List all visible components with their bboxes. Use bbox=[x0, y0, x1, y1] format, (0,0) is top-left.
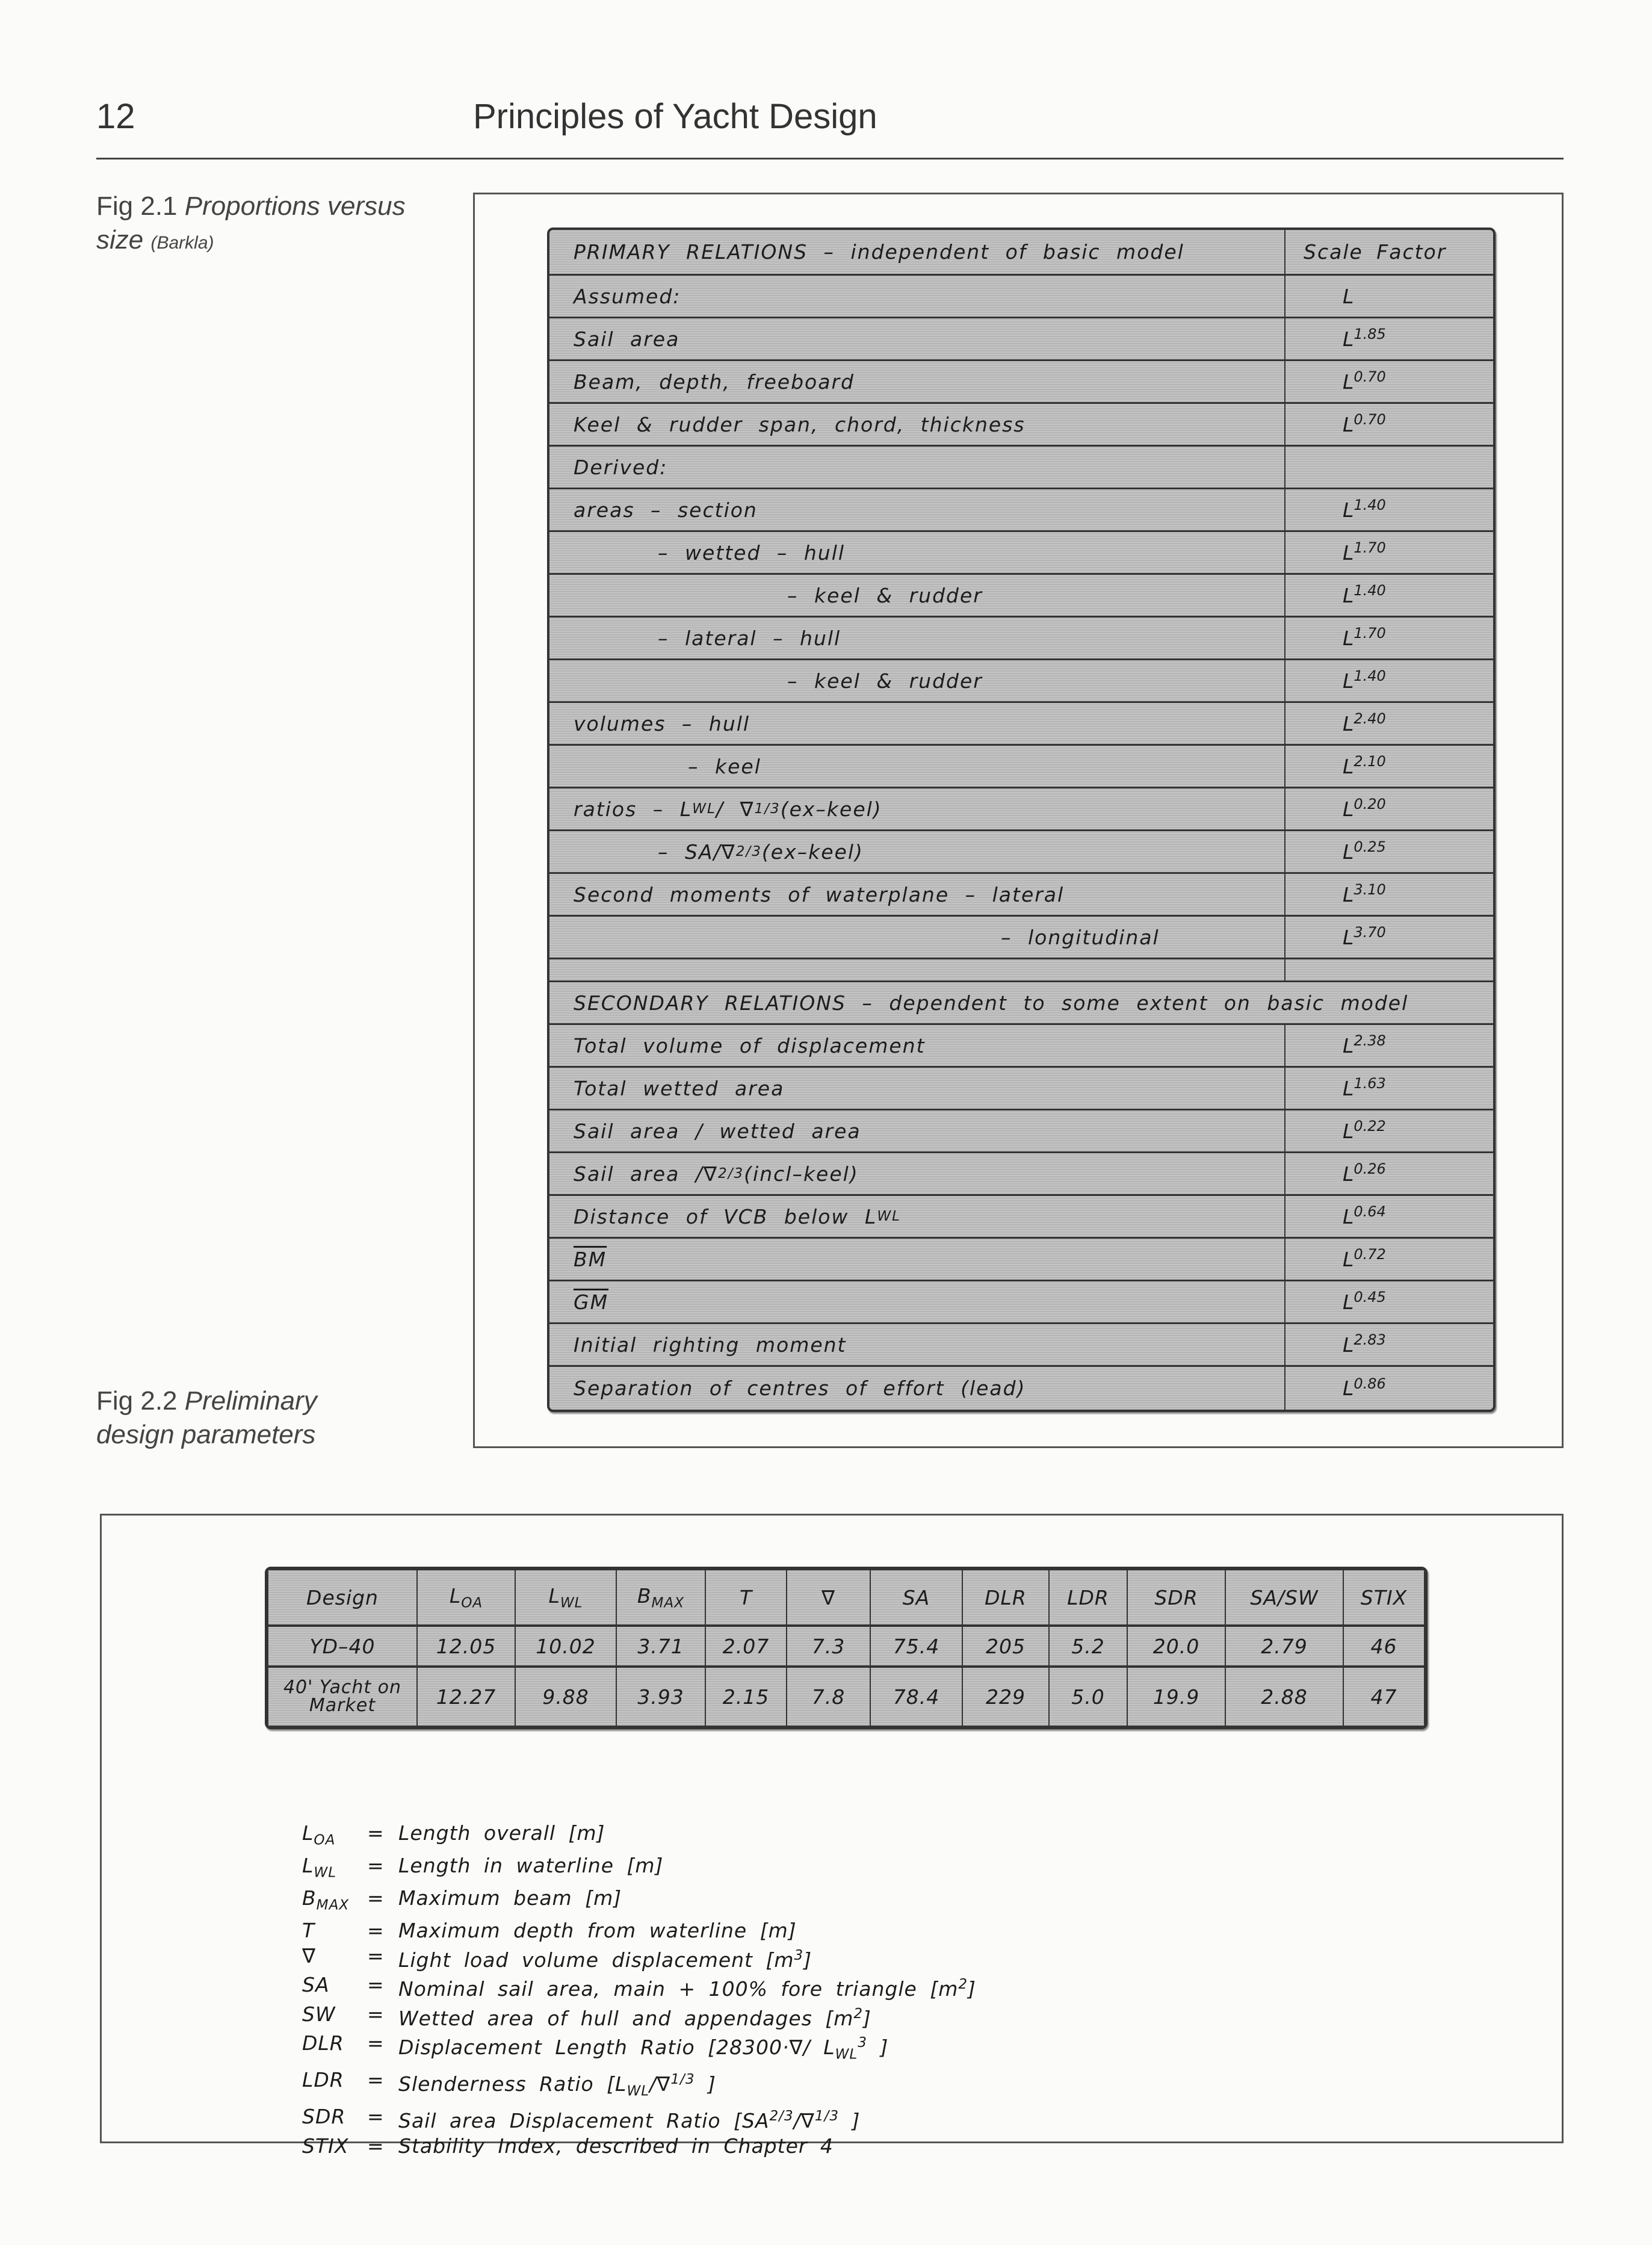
scale-factor: L $^{3.70}$ bbox=[1343, 924, 1386, 949]
legend-symbol: SDR bbox=[302, 2105, 346, 2129]
relation-label: Distance of VCB below L WL bbox=[549, 1196, 1285, 1237]
subscript: OA bbox=[461, 1595, 483, 1611]
scale-factor: L $^{0.72}$ bbox=[1343, 1246, 1386, 1271]
table-cell: 40' Yacht on Market bbox=[268, 1667, 417, 1726]
relation-label: – longitudinal bbox=[549, 917, 1285, 958]
scale-exponent: 0.70 bbox=[1353, 368, 1386, 385]
scale-exponent: 0.72 bbox=[1353, 1246, 1386, 1263]
table-cell: 5.0 bbox=[1049, 1667, 1127, 1726]
scale-exponent: 0.20 bbox=[1353, 796, 1386, 813]
scale-exponent: 1.40 bbox=[1353, 582, 1386, 599]
column-header: SA/SW bbox=[1225, 1570, 1343, 1626]
column-header: STIX bbox=[1343, 1570, 1425, 1626]
table-row bbox=[549, 874, 1493, 917]
table-cell: 2.79 bbox=[1225, 1626, 1343, 1667]
scale-factor-header: Scale Factor bbox=[1304, 240, 1447, 264]
equals-sign: = bbox=[367, 2002, 385, 2026]
column-header: ∇ bbox=[787, 1570, 870, 1626]
table-cell: 9.88 bbox=[515, 1667, 616, 1726]
scale-relations-table bbox=[547, 228, 1496, 1412]
table-row bbox=[549, 575, 1493, 618]
overlined-symbol: $\overline{BM}$ bbox=[574, 1247, 607, 1271]
table-cell: 19.9 bbox=[1127, 1667, 1225, 1726]
figure-caption-2-1 bbox=[96, 190, 457, 260]
primary-header-row bbox=[549, 230, 1493, 276]
subscript: WL bbox=[560, 1595, 583, 1611]
equals-sign: = bbox=[367, 2105, 385, 2129]
subscript: WL bbox=[835, 2046, 858, 2063]
legend-definition: Nominal sail area, main + 100% fore triangle $[m^2]$ bbox=[398, 1977, 976, 2001]
relation-label: Separation of centres of effort (lead) bbox=[549, 1367, 1285, 1410]
table-cell: 2.15 bbox=[705, 1667, 787, 1726]
relation-label: volumes – hull bbox=[549, 703, 1285, 744]
relation-label: Sail area bbox=[549, 318, 1285, 359]
equals-sign: = bbox=[367, 2031, 385, 2055]
scale-exponent: 1.40 bbox=[1353, 667, 1386, 684]
table-row bbox=[549, 703, 1493, 746]
table-cell: 7.8 bbox=[787, 1667, 870, 1726]
equals-sign: = bbox=[367, 1973, 385, 1997]
equals-sign: = bbox=[367, 1854, 385, 1878]
relation-label bbox=[549, 1239, 1285, 1280]
relation-label: ratios – L WL / ∇ 1/3 (ex–keel) bbox=[549, 788, 1285, 829]
running-title: Principles of Yacht Design bbox=[473, 97, 877, 136]
table-cell: 7.3 bbox=[787, 1626, 870, 1667]
relation-label: – wetted – hull bbox=[549, 532, 1285, 573]
relation-label: Second moments of waterplane – lateral bbox=[549, 874, 1285, 915]
legend-item bbox=[302, 1943, 976, 1973]
scale-exponent: 2.10 bbox=[1353, 753, 1386, 770]
legend-item bbox=[302, 1886, 976, 1918]
column-header: DLR bbox=[962, 1570, 1049, 1626]
equals-sign: = bbox=[367, 1919, 385, 1943]
legend-symbol: ∇ bbox=[302, 1943, 317, 1968]
table-cell: 12.27 bbox=[417, 1667, 515, 1726]
equals-sign: = bbox=[367, 1943, 385, 1968]
superscript: 3 bbox=[794, 1947, 804, 1963]
relation-label: Keel & rudder span, chord, thickness bbox=[549, 404, 1285, 445]
legend-definition: Sail area Displacement Ratio [$SA^{2/3}/\nabla^{1/3}$ ] bbox=[398, 2108, 861, 2133]
scale-factor: L $^{1.40}$ bbox=[1343, 497, 1386, 522]
equals-sign: = bbox=[367, 1886, 385, 1910]
legend-item bbox=[302, 1918, 976, 1943]
legend-definition: Maximum beam [m] bbox=[398, 1886, 622, 1910]
relation-label: – SA/∇ 2/3 (ex–keel) bbox=[549, 831, 1285, 872]
column-header: SA bbox=[870, 1570, 962, 1626]
table-row bbox=[549, 660, 1493, 703]
blank-cell bbox=[549, 959, 1285, 980]
subscript: MAX bbox=[316, 1897, 350, 1913]
scale-factor: L $^{0.26}$ bbox=[1343, 1160, 1386, 1186]
column-header: $B_{MAX}$ bbox=[616, 1570, 705, 1626]
relation-label: – lateral – hull bbox=[549, 618, 1285, 658]
relation-label: Sail area /∇ 2/3 (incl–keel) bbox=[549, 1153, 1285, 1194]
legend-symbol: $L_{WL}$ bbox=[302, 1854, 337, 1881]
relation-label: – keel bbox=[549, 746, 1285, 787]
scale-factor: L bbox=[1343, 284, 1354, 308]
legend-symbol: T bbox=[302, 1919, 315, 1943]
legend-definition: Light load volume displacement $[m^3]$ bbox=[398, 1947, 812, 1972]
table-row bbox=[549, 1281, 1493, 1324]
legend-symbol: $B_{MAX}$ bbox=[302, 1886, 350, 1913]
legend-definition: Displacement Length Ratio [28300·∇/ $L_{WL}^3$ ] bbox=[398, 2035, 889, 2063]
table-cell: 46 bbox=[1343, 1626, 1425, 1667]
scale-exponent: 0.25 bbox=[1353, 838, 1386, 855]
blank-cell bbox=[1285, 959, 1493, 980]
table-cell: 10.02 bbox=[515, 1626, 616, 1667]
table-row bbox=[549, 831, 1493, 874]
table-row bbox=[549, 1239, 1493, 1281]
relation-label: areas – section bbox=[549, 489, 1285, 530]
equals-sign: = bbox=[367, 2068, 385, 2092]
column-header: LDR bbox=[1049, 1570, 1127, 1626]
table-cell: 12.05 bbox=[417, 1626, 515, 1667]
subscript: WL bbox=[626, 2083, 650, 2099]
legend-item bbox=[302, 2002, 976, 2031]
blank-row bbox=[549, 959, 1493, 982]
scale-exponent: 3.70 bbox=[1353, 924, 1386, 941]
scale-factor: L $^{0.70}$ bbox=[1343, 411, 1386, 436]
legend-symbol: $L_{OA}$ bbox=[302, 1821, 336, 1848]
scale-factor: L $^{1.70}$ bbox=[1343, 625, 1386, 650]
table-row bbox=[549, 404, 1493, 447]
legend-definition: Wetted area of hull and appendages $[m^2]$ bbox=[398, 2005, 871, 2030]
scale-factor: L $^{1.40}$ bbox=[1343, 667, 1386, 693]
figure-source: (Barkla) bbox=[150, 233, 214, 253]
table-row bbox=[549, 489, 1493, 532]
relation-label: Initial righting moment bbox=[549, 1324, 1285, 1365]
table-row bbox=[268, 1626, 1425, 1667]
relation-label: Derived: bbox=[549, 447, 1285, 488]
scale-exponent: 0.22 bbox=[1353, 1118, 1386, 1135]
legend-symbol: LDR bbox=[302, 2068, 344, 2092]
legend-definition: Length overall [m] bbox=[398, 1821, 605, 1845]
table-cell: 205 bbox=[962, 1626, 1049, 1667]
table-cell: 2.07 bbox=[705, 1626, 787, 1667]
figure-label: Fig 2.2 bbox=[96, 1386, 178, 1416]
table-row bbox=[549, 1324, 1493, 1367]
scale-factor: L $^{1.70}$ bbox=[1343, 539, 1386, 565]
table-cell: 2.88 bbox=[1225, 1667, 1343, 1726]
subscript: MAX bbox=[651, 1595, 685, 1611]
design-parameters-table bbox=[265, 1567, 1428, 1729]
relation-label: Total volume of displacement bbox=[549, 1025, 1285, 1066]
table-cell: 5.2 bbox=[1049, 1626, 1127, 1667]
table-cell: 3.71 bbox=[616, 1626, 705, 1667]
table-row bbox=[549, 1068, 1493, 1110]
table-cell: 47 bbox=[1343, 1667, 1425, 1726]
page-number: 12 bbox=[96, 97, 135, 136]
scale-factor: L $^{0.86}$ bbox=[1343, 1375, 1386, 1400]
superscript: 2 bbox=[958, 1977, 968, 1993]
scale-factor: L $^{2.10}$ bbox=[1343, 753, 1386, 778]
scale-factor bbox=[1285, 447, 1493, 488]
column-header: T bbox=[705, 1570, 787, 1626]
column-header: $L_{OA}$ bbox=[417, 1570, 515, 1626]
legend-symbol: SA bbox=[302, 1973, 330, 1997]
superscript: 3 bbox=[858, 2035, 867, 2051]
relation-label bbox=[549, 1281, 1285, 1322]
figure-title: Proportions versus size bbox=[96, 191, 406, 255]
legend-definition: Slenderness Ratio [$L_{WL}/\nabla^{1/3}$ ] bbox=[398, 2072, 716, 2099]
table-row bbox=[549, 276, 1493, 318]
table-row bbox=[549, 1367, 1493, 1410]
scale-factor: L $^{0.25}$ bbox=[1343, 838, 1386, 864]
equals-sign: = bbox=[367, 1821, 385, 1845]
scale-factor: L $^{0.20}$ bbox=[1343, 796, 1386, 821]
table-row bbox=[549, 917, 1493, 959]
legend-item bbox=[302, 1821, 976, 1853]
superscript: 1/3 bbox=[814, 2108, 840, 2125]
legend-item bbox=[302, 1972, 976, 2002]
relation-label: – keel & rudder bbox=[549, 575, 1285, 616]
scale-exponent: 1.70 bbox=[1353, 539, 1386, 556]
scale-exponent: 2.38 bbox=[1353, 1032, 1386, 1049]
column-header: SDR bbox=[1127, 1570, 1225, 1626]
secondary-header: SECONDARY RELATIONS – dependent to some extent on basic model bbox=[574, 991, 1409, 1015]
column-header: Design bbox=[268, 1570, 417, 1626]
superscript: 2/3 bbox=[735, 844, 762, 859]
table-row bbox=[549, 618, 1493, 660]
table-row bbox=[549, 1110, 1493, 1153]
table-row bbox=[549, 788, 1493, 831]
table-row bbox=[549, 1153, 1493, 1196]
table-cell: 20.0 bbox=[1127, 1626, 1225, 1667]
superscript: 1/3 bbox=[754, 801, 781, 817]
overlined-symbol: $\overline{GM}$ bbox=[574, 1290, 609, 1314]
scale-factor: L $^{2.83}$ bbox=[1343, 1331, 1386, 1357]
relation-label: – keel & rudder bbox=[549, 660, 1285, 701]
superscript: 2/3 bbox=[769, 2108, 794, 2125]
table-row bbox=[549, 318, 1493, 361]
legend-symbol: SW bbox=[302, 2002, 336, 2026]
column-header: $L_{WL}$ bbox=[515, 1570, 616, 1626]
legend-item bbox=[302, 1853, 976, 1886]
table-cell: 78.4 bbox=[870, 1667, 962, 1726]
legend-definition: Maximum depth from waterline [m] bbox=[398, 1919, 797, 1943]
scale-factor: L $^{0.70}$ bbox=[1343, 368, 1386, 394]
scale-exponent: 1.63 bbox=[1353, 1075, 1386, 1092]
relation-label: Assumed: bbox=[549, 276, 1285, 317]
scale-exponent: 0.45 bbox=[1353, 1289, 1386, 1305]
scale-exponent: 2.40 bbox=[1353, 710, 1386, 727]
figure-caption-2-2 bbox=[96, 1384, 397, 1452]
legend-definition: Length in waterline [m] bbox=[398, 1854, 664, 1878]
table-cell: 75.4 bbox=[870, 1626, 962, 1667]
superscript: 1/3 bbox=[670, 2072, 695, 2088]
primary-header: PRIMARY RELATIONS – independent of basic model bbox=[549, 230, 1285, 274]
equals-sign: = bbox=[367, 2134, 385, 2158]
relation-label: Sail area / wetted area bbox=[549, 1110, 1285, 1151]
scale-factor: L $^{3.10}$ bbox=[1343, 881, 1386, 906]
table-cell: 229 bbox=[962, 1667, 1049, 1726]
legend-item bbox=[302, 2134, 976, 2159]
scale-exponent: 1.40 bbox=[1353, 497, 1386, 513]
figure-title: Preliminary design parameters bbox=[96, 1386, 317, 1449]
scale-factor: L $^{0.22}$ bbox=[1343, 1118, 1386, 1143]
scale-factor: L $^{0.45}$ bbox=[1343, 1289, 1386, 1314]
superscript: 2 bbox=[853, 2005, 864, 2022]
scale-exponent: 0.70 bbox=[1353, 411, 1386, 428]
scale-exponent: 0.26 bbox=[1353, 1160, 1386, 1177]
scale-factor: L $^{1.63}$ bbox=[1343, 1075, 1386, 1100]
subscript: OA bbox=[314, 1832, 336, 1848]
legend-definition: Stability Index, described in Chapter 4 bbox=[398, 2134, 834, 2158]
figure-label: Fig 2.1 bbox=[96, 191, 178, 221]
table-row bbox=[549, 1025, 1493, 1068]
scale-factor: L $^{0.64}$ bbox=[1343, 1203, 1386, 1228]
table-cell: YD–40 bbox=[268, 1626, 417, 1667]
subscript: WL bbox=[314, 1865, 337, 1881]
scale-exponent: 3.10 bbox=[1353, 881, 1386, 898]
subscript: WL bbox=[877, 1209, 902, 1224]
legend-symbol: DLR bbox=[302, 2031, 344, 2055]
table-row bbox=[549, 361, 1493, 404]
scale-exponent: 1.70 bbox=[1353, 625, 1386, 642]
scale-exponent: 0.86 bbox=[1353, 1375, 1386, 1392]
scale-factor: L $^{2.38}$ bbox=[1343, 1032, 1386, 1057]
table-row bbox=[549, 532, 1493, 575]
scale-exponent: 2.83 bbox=[1353, 1331, 1386, 1348]
subscript: WL bbox=[692, 801, 716, 817]
secondary-header-row bbox=[549, 982, 1493, 1025]
legend-item bbox=[302, 2067, 976, 2104]
legend-item bbox=[302, 2104, 976, 2134]
scale-exponent: 0.64 bbox=[1353, 1203, 1386, 1220]
scale-exponent: 1.85 bbox=[1353, 326, 1386, 342]
scale-factor: L $^{1.85}$ bbox=[1343, 326, 1386, 351]
table-row bbox=[549, 1196, 1493, 1239]
symbol-legend bbox=[302, 1821, 976, 2158]
table-row bbox=[268, 1667, 1425, 1726]
legend-symbol: STIX bbox=[302, 2134, 349, 2158]
superscript: 2/3 bbox=[718, 1166, 744, 1181]
table-row bbox=[549, 746, 1493, 788]
header-rule bbox=[96, 158, 1564, 159]
table-cell: 3.93 bbox=[616, 1667, 705, 1726]
header-row bbox=[268, 1570, 1425, 1626]
relation-label: Total wetted area bbox=[549, 1068, 1285, 1109]
legend-item bbox=[302, 2031, 976, 2067]
table-row bbox=[549, 447, 1493, 489]
scale-factor: L $^{2.40}$ bbox=[1343, 710, 1386, 735]
scale-factor: L $^{1.40}$ bbox=[1343, 582, 1386, 607]
relation-label: Beam, depth, freeboard bbox=[549, 361, 1285, 402]
